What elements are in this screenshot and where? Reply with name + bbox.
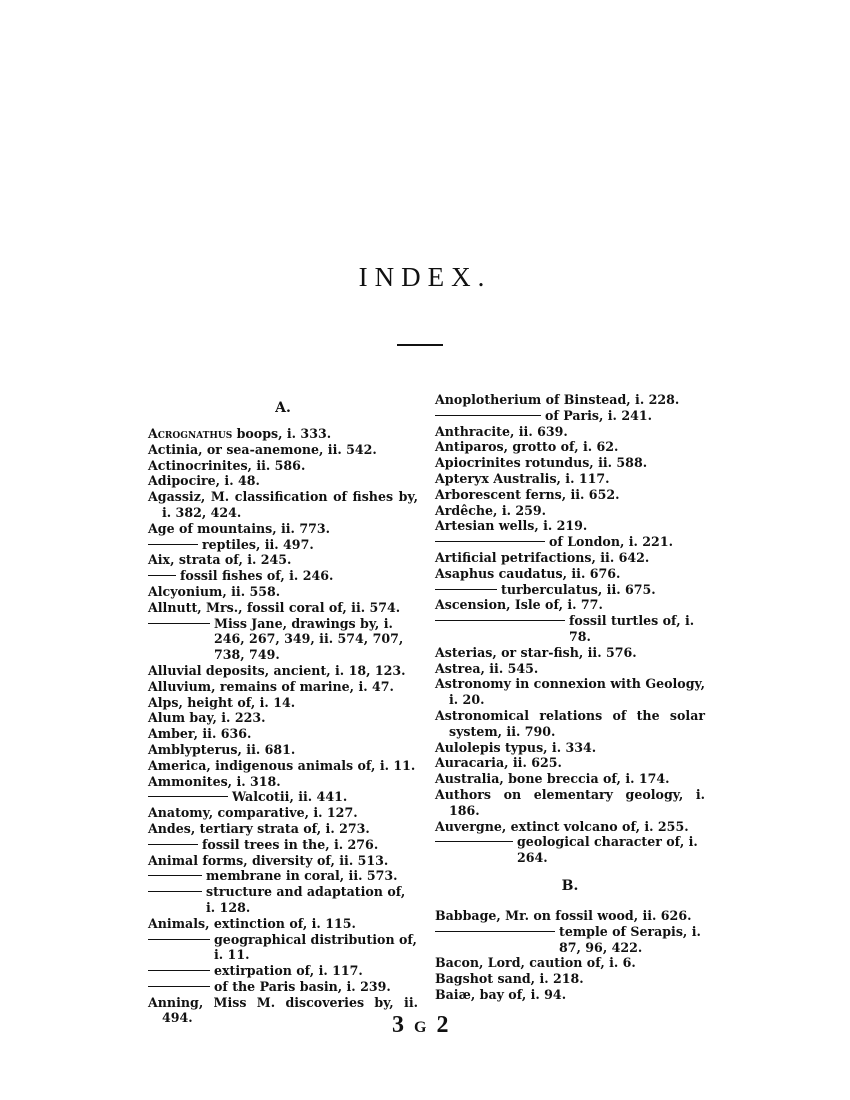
ditto-rule [148,623,210,624]
entry-text: Asaphus caudatus, ii. 676. [435,565,621,581]
ditto-rule [148,970,210,971]
ditto-rule [148,875,202,876]
index-entry [435,787,705,819]
index-column-right [435,392,705,1003]
entry-text: Anoplotherium of Binstead, i. 228. [435,392,680,407]
index-entry [435,503,705,519]
entry-text: Aix, strata of, i. 245. [148,552,292,568]
signature-number: 3 [392,1012,404,1038]
index-entry [435,534,705,550]
entry-text: Amber, ii. 636. [148,726,252,742]
entry-text: Anning, Miss M. discoveries by, ii. 494. [148,994,418,1026]
index-entry [148,616,418,663]
index-entry [148,568,418,584]
index-entry [148,774,418,790]
entry-text: structure and adaptation of, i. 128. [206,884,406,915]
ditto-rule [435,541,545,542]
index-entry [435,676,705,708]
entry-text: Authors on elementary geology, i. 186. [435,786,705,818]
index-entry [148,853,418,869]
entries-b [435,908,705,1003]
entry-text: Ascension, Isle of, i. 77. [435,597,603,613]
index-entry [435,518,705,534]
index-entry [148,726,418,742]
index-entry [435,471,705,487]
entry-text: Ammonites, i. 318. [148,773,281,789]
entry-text: Anatomy, comparative, i. 127. [148,805,358,821]
entry-text: Animal forms, diversity of, ii. 513. [148,852,389,868]
index-entry [435,924,705,956]
entry-text: of Paris, i. 241. [545,407,652,423]
entry-text: Babbage, Mr. on fossil wood, ii. 626. [435,907,692,923]
index-entry [148,884,418,916]
entry-text: Baiæ, bay of, i. 94. [435,986,567,1002]
index-entry [435,834,705,866]
entry-text: Agassiz, M. classification of fishes by, i. 382, 424. [148,489,418,520]
index-entry [148,584,418,600]
index-entry [148,963,418,979]
entry-text: Asterias, or star-fish, ii. 576. [435,644,637,660]
index-entry [435,755,705,771]
ditto-rule [148,544,198,545]
index-entry [435,455,705,471]
signature-letter: G [414,1019,427,1036]
entry-text: of the Paris basin, i. 239. [214,978,391,994]
index-entry [435,582,705,598]
entry-text: Antiparos, grotto of, i. 62. [435,439,619,455]
entry-text: Animals, extinction of, i. 115. [148,915,356,931]
entry-text: Anthracite, ii. 639. [435,423,568,439]
entry-text: geographical distribution of, i. 11. [214,931,417,963]
entry-text: turberculatus, ii. 675. [501,581,656,597]
index-entry [435,987,705,1003]
index-entry [148,995,418,1027]
index-entry [148,458,418,474]
entry-text: Apteryx Australis, i. 117. [435,470,610,486]
index-entry [148,742,418,758]
index-entry [435,955,705,971]
index-entry [435,771,705,787]
index-entry [435,424,705,440]
entry-text: fossil fishes of, i. 246. [180,568,334,584]
entry-text: Arborescent ferns, ii. 652. [435,486,620,502]
entry-text: Amblypterus, ii. 681. [148,741,296,757]
index-entry [435,661,705,677]
entry-text: Alps, height of, i. 14. [148,694,296,710]
ditto-rule [148,575,176,576]
entry-text: Aulolepis typus, i. 334. [435,739,597,755]
index-entry [435,645,705,661]
entry-text: boops, i. 333. [232,426,332,441]
index-entry [435,392,705,408]
entry-text: Australia, bone breccia of, i. 174. [435,771,670,787]
entries-a-left [148,426,418,1026]
entry-text: Astrea, ii. 545. [435,660,539,676]
ditto-rule [148,986,210,987]
index-entry [148,442,418,458]
index-entry [148,710,418,726]
entry-text: Bagshot sand, i. 218. [435,971,584,987]
entry-text: Apiocrinites rotundus, ii. 588. [435,455,648,471]
index-entry [148,868,418,884]
index-entry [435,613,705,645]
entry-text: Astronomical relations of the solar system, ii. 790. [435,707,705,739]
entries-a-right [435,392,705,866]
ditto-rule [148,796,228,797]
index-entry [148,979,418,995]
entry-text: Miss Jane, drawings by, i. 246, 267, 349, ii. 574, 707, 738, 749. [214,615,404,663]
printer-signature [392,1012,448,1039]
index-entry [148,521,418,537]
index-entry [435,550,705,566]
index-entry [148,663,418,679]
index-entry [148,916,418,932]
page-title: INDEX. [358,262,492,292]
index-entry [435,708,705,740]
entry-text: Alluvium, remains of marine, i. 47. [148,678,394,694]
entry-lead: Acrognathus [148,426,233,441]
index-entry [148,805,418,821]
index-entry [148,552,418,568]
ditto-rule [435,589,497,590]
entry-text: Bacon, Lord, caution of, i. 6. [435,955,636,971]
entry-text: Artesian wells, i. 219. [435,518,588,534]
index-entry [148,837,418,853]
entry-text: Walcotii, ii. 441. [232,789,348,805]
index-entry [148,473,418,489]
index-entry [435,740,705,756]
ditto-rule [435,620,565,621]
index-entry [148,426,418,442]
entry-text: Astronomy in connexion with Geology, i. 20. [435,676,705,708]
index-entry [148,695,418,711]
index-entry [435,597,705,613]
entry-text: Allnutt, Mrs., fossil coral of, ii. 574. [148,599,401,615]
index-entry [435,439,705,455]
entry-text: Ardêche, i. 259. [435,502,547,518]
title-rule [397,344,443,346]
index-entry [148,758,418,774]
entry-text: Actinocrinites, ii. 586. [148,457,306,473]
index-entry [148,537,418,553]
entry-text: geological character of, i. 264. [517,834,698,866]
signature-number-2: 2 [436,1012,449,1038]
ditto-rule [435,841,513,842]
entry-text: Age of mountains, ii. 773. [148,520,331,536]
entry-text: Auracaria, ii. 625. [435,755,562,771]
entry-text: Alum bay, i. 223. [148,710,266,726]
entry-text: Artificial petrifactions, ii. 642. [435,549,650,565]
entry-text: membrane in coral, ii. 573. [206,868,398,884]
entry-text: Alluvial deposits, ancient, i. 18, 123. [148,662,406,678]
index-entry [435,487,705,503]
entry-text: extirpation of, i. 117. [214,963,363,979]
entry-text: Andes, tertiary strata of, i. 273. [148,820,370,836]
entry-text: Adipocire, i. 48. [148,473,260,489]
entry-text: Alcyonium, ii. 558. [148,583,281,599]
index-entry [148,821,418,837]
entry-text: America, indigenous animals of, i. 11. [148,757,416,773]
section-letter-a: A. [275,400,291,416]
index-column-left [148,392,418,1026]
index-entry [148,600,418,616]
entry-text: of London, i. 221. [549,534,673,550]
entry-text: fossil trees in the, i. 276. [202,836,379,852]
index-entry [435,971,705,987]
ditto-rule [148,844,198,845]
entry-text: reptiles, ii. 497. [202,536,314,552]
index-entry [435,566,705,582]
ditto-rule [435,931,555,932]
index-entry [148,489,418,521]
entry-text: Actinia, or sea-anemone, ii. 542. [148,441,377,457]
index-entry [435,819,705,835]
index-entry [435,908,705,924]
ditto-rule [148,891,202,892]
entry-text: fossil turtles of, i. 78. [569,613,695,644]
ditto-rule [435,415,541,416]
index-entry [148,679,418,695]
index-entry [435,408,705,424]
index-entry [148,789,418,805]
section-letter-b: B. [561,877,579,894]
index-entry [148,932,418,964]
ditto-rule [148,939,210,940]
entry-text: Auvergne, extinct volcano of, i. 255. [435,818,689,834]
entry-text: temple of Serapis, i. 87, 96, 422. [559,923,701,955]
